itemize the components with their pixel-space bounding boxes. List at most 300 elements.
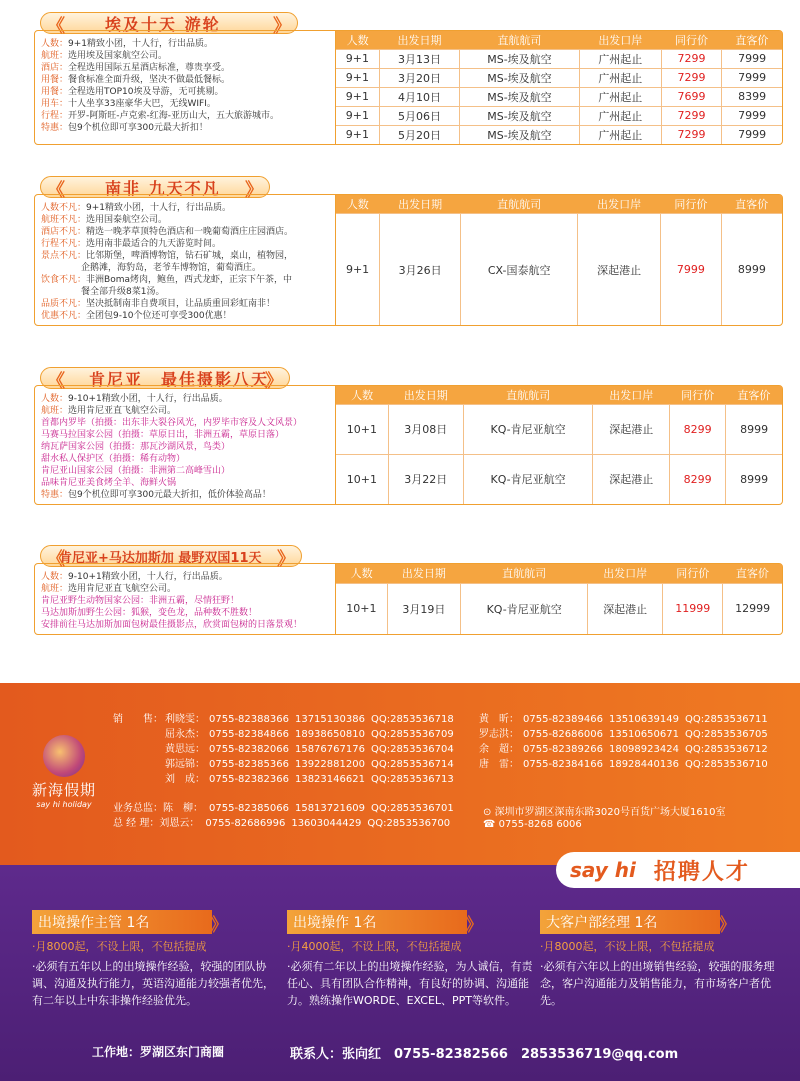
contact-value: 13603044429 bbox=[291, 818, 362, 829]
contact-value: 0755-82384866 bbox=[209, 729, 289, 740]
job-desc: ·必须有六年以上的出境销售经验，较强的服务理念，客户沟通能力及销售能力，有市场客户者优先。 bbox=[540, 960, 775, 1007]
contact-name: 屈永杰： bbox=[165, 729, 205, 740]
job-title-text: 出境操作 1名 bbox=[293, 915, 377, 931]
table-cell: 5月06日 bbox=[379, 106, 459, 125]
desc-value: （拍摄：出东非大裂谷风光，内罗毕市容及人文风景） bbox=[86, 418, 303, 428]
contact-label: 销 售： bbox=[113, 714, 163, 725]
contact-value: 15813721609 bbox=[294, 803, 365, 814]
desc-line bbox=[41, 86, 329, 98]
desc-line bbox=[41, 619, 329, 631]
section-title: 埃及十天 游轮 bbox=[105, 14, 221, 34]
desc-key: 人数： bbox=[41, 394, 69, 404]
table-cell: 3月22日 bbox=[388, 454, 463, 504]
job-title bbox=[32, 910, 228, 936]
desc-value: 9-10+1精致小团，十人行，行出品质。 bbox=[68, 394, 228, 404]
contact-label bbox=[113, 772, 165, 787]
table-header-cell: 同行价 bbox=[661, 31, 721, 49]
desc-value: 坚决抵制南非自费项目，让品质重回彩虹南非！ bbox=[86, 299, 276, 309]
desc-line bbox=[41, 441, 329, 453]
recruit-header bbox=[556, 852, 800, 888]
desc-key: 马达加斯加野生公园： bbox=[41, 608, 132, 618]
table-cell: 9+1 bbox=[336, 106, 379, 125]
desc-value: 烤全羊、海鲜火锅 bbox=[104, 478, 177, 488]
desc-value: （拍摄：稀有动物） bbox=[104, 454, 186, 464]
contact-row bbox=[113, 816, 460, 831]
job-salary: ·月8000起，不设上限，不包括提成 bbox=[540, 940, 715, 953]
chevron-left-icon: 《 bbox=[47, 180, 65, 201]
contact-name: 郭远锦： bbox=[165, 759, 205, 770]
table-cell: 12999 bbox=[723, 583, 782, 634]
desc-key: 品味肯尼亚美食 bbox=[41, 478, 105, 488]
section-title: 肯尼亚+马达加斯加 最野双国11天 bbox=[59, 550, 262, 566]
desc-line bbox=[41, 583, 329, 595]
table-header-cell: 出发日期 bbox=[379, 31, 459, 49]
section-title: 南非 九天不凡 bbox=[105, 178, 221, 198]
southafrica-section bbox=[40, 176, 783, 326]
desc-key: 酒店不凡： bbox=[41, 227, 87, 237]
contact-value: 0755-82388366 bbox=[209, 714, 289, 725]
desc-key: 肯尼亚野生动物国家公园： bbox=[41, 596, 150, 606]
table-cell: MS-埃及航空 bbox=[460, 125, 580, 144]
contact-value: QQ:2853536701 bbox=[370, 803, 454, 814]
desc-key: 马赛马拉国家公园 bbox=[41, 430, 114, 440]
table-header-cell: 出发日期 bbox=[388, 386, 463, 404]
table-header-cell: 直客价 bbox=[723, 564, 782, 583]
desc-line bbox=[41, 62, 329, 74]
table-cell: 7299 bbox=[661, 68, 721, 87]
contact-row bbox=[113, 757, 460, 772]
table-cell: 7999 bbox=[722, 49, 782, 68]
kenya-desc bbox=[35, 386, 336, 504]
desc-line bbox=[41, 110, 329, 122]
contact-value: 0755-82389466 bbox=[523, 714, 603, 725]
table-cell: 3月13日 bbox=[379, 49, 459, 68]
table-row bbox=[336, 68, 782, 87]
desc-line bbox=[41, 298, 329, 310]
kenyamada-desc bbox=[35, 564, 336, 634]
contact-name: 黄 昕： bbox=[479, 714, 519, 725]
contact-value: 18098923424 bbox=[608, 744, 679, 755]
contact-value: 0755-82686996 bbox=[205, 818, 286, 829]
desc-value: 企鹅滩，海豹岛，老爷车博物馆，葡萄酒庄。 bbox=[81, 263, 262, 273]
desc-line bbox=[41, 465, 329, 477]
section-title: 肯尼亚 最佳摄影八天 bbox=[89, 369, 270, 389]
contact-row bbox=[113, 727, 460, 742]
table-row bbox=[336, 49, 782, 68]
desc-value: 十人坐享33座豪华大巴，无线WIFI。 bbox=[68, 99, 216, 109]
desc-key: 用餐： bbox=[41, 75, 69, 85]
desc-value: （拍摄：草原日出，非洲五霸，草原日落） bbox=[113, 430, 285, 440]
contact-value: 0755-82686006 bbox=[523, 729, 603, 740]
location-pin-icon: ⊙ bbox=[483, 807, 495, 818]
table-header-cell: 同行价 bbox=[661, 195, 722, 214]
chevron-right-icon: 》 bbox=[210, 915, 228, 936]
table-header-cell: 出发口岸 bbox=[578, 195, 661, 214]
table-cell: 9+1 bbox=[336, 49, 379, 68]
recruit-contact: 联系人：张向红 0755-82382566 2853536719@qq.com bbox=[290, 1047, 679, 1062]
chevron-left-icon: 《 bbox=[47, 371, 65, 392]
table-cell: 3月26日 bbox=[380, 214, 461, 325]
desc-line bbox=[41, 274, 329, 286]
kenya-section bbox=[40, 367, 783, 505]
logo-name-en: say hi holiday bbox=[36, 800, 92, 809]
table-cell: KQ-肯尼亚航空 bbox=[461, 583, 588, 634]
table-header-cell: 人数 bbox=[336, 564, 387, 583]
desc-key: 饮食不凡： bbox=[41, 275, 87, 285]
recruit-title: 招聘人才 bbox=[653, 859, 750, 885]
desc-value: （拍摄：非洲第二高峰雪山） bbox=[113, 466, 231, 476]
contact-value: 13715130386 bbox=[294, 714, 365, 725]
job-title-text: 大客户部经理 1名 bbox=[546, 915, 658, 931]
logo-mark-icon bbox=[43, 735, 85, 777]
table-cell: 8999 bbox=[721, 214, 782, 325]
contact-role: 总 经 理：刘恩云： bbox=[113, 818, 200, 829]
table-cell: 8999 bbox=[726, 404, 782, 454]
table-row bbox=[336, 454, 782, 504]
desc-key: 安排前往马达加斯加面包树最佳摄影点， bbox=[41, 620, 204, 630]
desc-value: 狐猴，变色龙，品种数不胜数！ bbox=[131, 608, 258, 618]
desc-value: 9+1精致小团，十人行，行出品质。 bbox=[68, 39, 214, 49]
desc-line bbox=[41, 262, 329, 274]
contact-row bbox=[479, 742, 774, 757]
table-cell: 7999 bbox=[722, 68, 782, 87]
table-cell: MS-埃及航空 bbox=[460, 106, 580, 125]
table-header-cell: 直航航司 bbox=[461, 195, 578, 214]
table-cell: MS-埃及航空 bbox=[460, 49, 580, 68]
job-desc: ·必须有五年以上的出境操作经验，较强的团队协调、沟通及执行能力，英语沟通能力较强者优先，有二年以上中东非操作经验优先。 bbox=[32, 960, 274, 1007]
desc-line bbox=[41, 38, 329, 50]
kenya-table bbox=[336, 386, 782, 504]
desc-key: 甜水私人保护区 bbox=[41, 454, 105, 464]
desc-line bbox=[41, 310, 329, 322]
desc-key: 品质不凡： bbox=[41, 299, 87, 309]
table-header-row bbox=[336, 195, 782, 214]
sayhi-logo: say hi bbox=[570, 858, 636, 882]
desc-key: 肯尼亚山国家公园 bbox=[41, 466, 114, 476]
desc-key: 航班： bbox=[41, 584, 69, 594]
contact-label bbox=[113, 742, 165, 757]
table-cell: 7299 bbox=[661, 49, 721, 68]
sales-contacts-right bbox=[479, 712, 774, 772]
desc-line bbox=[41, 417, 329, 429]
table-cell: 深起港止 bbox=[593, 404, 670, 454]
desc-line bbox=[41, 214, 329, 226]
table-cell: 4月10日 bbox=[379, 87, 459, 106]
table-cell: 10+1 bbox=[336, 583, 387, 634]
chevron-right-icon: 》 bbox=[273, 16, 291, 37]
desc-value: 欣赏面包树的日落景观！ bbox=[203, 620, 303, 630]
desc-line bbox=[41, 477, 329, 489]
job-title bbox=[287, 910, 483, 936]
table-cell: 8299 bbox=[670, 454, 726, 504]
desc-line bbox=[41, 98, 329, 110]
contact-value: QQ:2853536705 bbox=[684, 729, 768, 740]
table-header-cell: 直客价 bbox=[722, 31, 782, 49]
desc-line bbox=[41, 489, 329, 501]
table-cell: 广州起止 bbox=[579, 68, 661, 87]
desc-line bbox=[41, 74, 329, 86]
table-cell: 广州起止 bbox=[579, 125, 661, 144]
job-salary: ·月8000起，不设上限，不包括提成 bbox=[32, 940, 207, 953]
contact-value: 13510639149 bbox=[608, 714, 679, 725]
contact-name: 利晓雯： bbox=[165, 714, 205, 725]
job-title-text: 出境操作主管 1名 bbox=[38, 915, 150, 931]
table-row bbox=[336, 214, 782, 325]
table-cell: 11999 bbox=[663, 583, 723, 634]
desc-value: 9-10+1精致小团，十人行，行出品质。 bbox=[68, 572, 228, 582]
table-cell: 7699 bbox=[661, 87, 721, 106]
table-cell: 3月19日 bbox=[387, 583, 460, 634]
job-title bbox=[540, 910, 736, 936]
contact-value: 13922881200 bbox=[294, 759, 365, 770]
desc-key: 行程不凡： bbox=[41, 239, 87, 249]
desc-key: 航班不凡： bbox=[41, 215, 87, 225]
table-header-cell: 人数 bbox=[336, 195, 380, 214]
desc-value: 餐食标准全面升级，坚决不做最低餐标。 bbox=[68, 75, 231, 85]
table-cell: 广州起止 bbox=[579, 106, 661, 125]
desc-value: 开罗-阿斯旺-卢克索-红海-亚历山大，五大旅游城市。 bbox=[68, 111, 280, 121]
kenyamada-body bbox=[34, 563, 783, 635]
management-contacts bbox=[113, 801, 460, 831]
job-card bbox=[287, 910, 539, 1009]
desc-line bbox=[41, 226, 329, 238]
desc-line bbox=[41, 202, 329, 214]
kenya-body bbox=[34, 385, 783, 505]
table-header-cell: 人数 bbox=[336, 31, 379, 49]
contact-value: 0755-82382366 bbox=[209, 774, 289, 785]
desc-key: 酒店： bbox=[41, 63, 69, 73]
desc-key: 航班： bbox=[41, 406, 69, 416]
contact-value: 0755-82385066 bbox=[209, 803, 289, 814]
desc-line bbox=[41, 50, 329, 62]
desc-line bbox=[41, 429, 329, 441]
table-cell: MS-埃及航空 bbox=[460, 87, 580, 106]
workplace: 工作地：罗湖区东门商圈 bbox=[92, 1045, 225, 1059]
table-cell: 10+1 bbox=[336, 404, 388, 454]
contact-value: QQ:2853536711 bbox=[684, 714, 768, 725]
contact-value: QQ:2853536712 bbox=[684, 744, 768, 755]
desc-value: 非洲五霸，尽情狂野！ bbox=[149, 596, 240, 606]
table-cell: 9+1 bbox=[336, 214, 380, 325]
desc-line bbox=[41, 250, 329, 262]
contact-value: 0755-82382066 bbox=[209, 744, 289, 755]
table-row bbox=[336, 106, 782, 125]
table-row bbox=[336, 87, 782, 106]
desc-value: 非洲Boma烤肉，鲍鱼，西式龙虾，正宗下午茶，中 bbox=[86, 275, 292, 285]
table-header-cell: 同行价 bbox=[663, 564, 723, 583]
table-cell: 5月20日 bbox=[379, 125, 459, 144]
desc-key: 特惠： bbox=[41, 123, 69, 133]
desc-value: 包9个机位即可享300元最大折扣！ bbox=[68, 123, 208, 133]
table-header-cell: 出发口岸 bbox=[593, 386, 670, 404]
desc-key: 景点不凡： bbox=[41, 251, 87, 261]
table-header-row bbox=[336, 386, 782, 404]
contact-value: 18938650810 bbox=[294, 729, 365, 740]
contact-label bbox=[113, 727, 165, 742]
desc-value: 全程选用TOP10埃及导游，无可挑剔。 bbox=[68, 87, 224, 97]
table-cell: 7299 bbox=[661, 125, 721, 144]
desc-line bbox=[41, 393, 329, 405]
table-cell: 8299 bbox=[670, 404, 726, 454]
egypt-body bbox=[34, 30, 783, 145]
contact-value: 13823146621 bbox=[294, 774, 365, 785]
table-cell: 8399 bbox=[722, 87, 782, 106]
table-header-cell: 直航航司 bbox=[460, 31, 580, 49]
table-cell: MS-埃及航空 bbox=[460, 68, 580, 87]
desc-value: 选用南非最适合的九天游览时间。 bbox=[86, 239, 222, 249]
table-header-cell: 直航航司 bbox=[461, 564, 588, 583]
chevron-right-icon: 》 bbox=[277, 549, 295, 570]
table-cell: 深起港止 bbox=[578, 214, 661, 325]
job-salary: ·月4000起，不设上限，不包括提成 bbox=[287, 940, 462, 953]
contact-value: QQ:2853536714 bbox=[370, 759, 454, 770]
contact-value: 18928440136 bbox=[608, 759, 679, 770]
chevron-right-icon: 》 bbox=[265, 371, 283, 392]
table-cell: 9+1 bbox=[336, 125, 379, 144]
contact-value: 0755-82385366 bbox=[209, 759, 289, 770]
chevron-left-icon: 《 bbox=[47, 16, 65, 37]
contact-row bbox=[113, 801, 460, 816]
desc-key: 人数不凡： bbox=[41, 203, 87, 213]
egypt-table bbox=[336, 31, 782, 144]
table-cell: 8999 bbox=[726, 454, 782, 504]
address: 深圳市罗湖区深南东路3020号百货广场大厦1610室 bbox=[494, 807, 726, 818]
desc-line bbox=[41, 453, 329, 465]
chevron-right-icon: 》 bbox=[718, 915, 736, 936]
desc-line bbox=[41, 238, 329, 250]
table-header-cell: 出发日期 bbox=[380, 195, 461, 214]
desc-value: 餐全部升级8菜1汤。 bbox=[81, 287, 165, 297]
chevron-right-icon: 》 bbox=[465, 915, 483, 936]
kenyamada-section bbox=[40, 545, 783, 635]
job-card bbox=[32, 910, 284, 1009]
desc-value: 选用肯尼亚直飞航空公司。 bbox=[68, 406, 177, 416]
desc-value: 比邻斯堡，啤酒博物馆，钻石矿城，桌山，植物园， bbox=[86, 251, 294, 261]
table-header-row bbox=[336, 31, 782, 49]
desc-key: 用车： bbox=[41, 99, 69, 109]
contact-role: 业务总监：陈 柳： bbox=[113, 803, 203, 814]
table-row bbox=[336, 404, 782, 454]
table-cell: 10+1 bbox=[336, 454, 388, 504]
job-card bbox=[540, 910, 792, 1009]
contact-label bbox=[113, 757, 165, 772]
company-logo bbox=[26, 735, 102, 809]
table-cell: 7999 bbox=[722, 106, 782, 125]
contact-name: 余 超： bbox=[479, 744, 519, 755]
desc-value: 选用肯尼亚直飞航空公司。 bbox=[68, 584, 177, 594]
desc-value: 精选一晚茅草顶特色酒店和一晚葡萄酒庄庄园酒店。 bbox=[86, 227, 294, 237]
table-header-cell: 直客价 bbox=[726, 386, 782, 404]
egypt-section bbox=[40, 12, 783, 145]
contact-name: 黄思远： bbox=[165, 744, 205, 755]
chevron-right-icon: 》 bbox=[245, 180, 263, 201]
table-row bbox=[336, 583, 782, 634]
desc-value: 9+1精致小团，十人行，行出品质。 bbox=[86, 203, 232, 213]
desc-value: （拍摄：那瓦沙湖风景，鸟类） bbox=[104, 442, 231, 452]
table-cell: 深起港止 bbox=[593, 454, 670, 504]
contact-row bbox=[479, 712, 774, 727]
desc-key: 纳瓦萨国家公园 bbox=[41, 442, 105, 452]
table-cell: 深起港止 bbox=[588, 583, 663, 634]
desc-value: 全程选用国际五星酒店标准，尊贵享受。 bbox=[68, 63, 231, 73]
desc-key: 人数： bbox=[41, 39, 69, 49]
contact-value: QQ:2853536713 bbox=[370, 774, 454, 785]
southafrica-desc bbox=[35, 195, 336, 325]
table-cell: CX-国泰航空 bbox=[461, 214, 578, 325]
table-cell: 9+1 bbox=[336, 87, 379, 106]
chevron-left-icon: 《 bbox=[47, 549, 65, 570]
kenyamada-table bbox=[336, 564, 782, 634]
southafrica-table bbox=[336, 195, 782, 325]
contact-row bbox=[479, 757, 774, 772]
contact-value: 13510650671 bbox=[608, 729, 679, 740]
contact-value: 0755-82384166 bbox=[523, 759, 603, 770]
desc-line bbox=[41, 607, 329, 619]
contact-name: 唐 雷： bbox=[479, 759, 519, 770]
table-cell: 7999 bbox=[661, 214, 722, 325]
desc-line bbox=[41, 122, 329, 134]
address-line bbox=[483, 803, 725, 818]
sales-contacts-left bbox=[113, 712, 460, 787]
contact-row bbox=[113, 712, 460, 727]
desc-value: 选用国泰航空公司。 bbox=[86, 215, 168, 225]
table-header-cell: 出发口岸 bbox=[588, 564, 663, 583]
desc-key: 行程： bbox=[41, 111, 69, 121]
fax-line bbox=[483, 819, 582, 830]
table-cell: 9+1 bbox=[336, 68, 379, 87]
contact-value: QQ:2853536709 bbox=[370, 729, 454, 740]
desc-key: 人数： bbox=[41, 572, 69, 582]
desc-value: 全团包9-10个位还可享受300优惠！ bbox=[86, 311, 232, 321]
contact-name: 罗志洪： bbox=[479, 729, 519, 740]
desc-key: 特惠： bbox=[41, 490, 69, 500]
contact-value: QQ:2853536718 bbox=[370, 714, 454, 725]
contact-row bbox=[113, 772, 460, 787]
table-header-cell: 同行价 bbox=[670, 386, 726, 404]
southafrica-body bbox=[34, 194, 783, 326]
desc-line bbox=[41, 571, 329, 583]
fax: 0755-8268 6006 bbox=[498, 819, 582, 830]
logo-name-cn: 新海假期 bbox=[31, 781, 96, 799]
table-header-cell: 出发口岸 bbox=[579, 31, 661, 49]
desc-line bbox=[41, 595, 329, 607]
contact-name: 刘 成： bbox=[165, 774, 205, 785]
table-cell: KQ-肯尼亚航空 bbox=[463, 404, 593, 454]
table-cell: 3月20日 bbox=[379, 68, 459, 87]
table-cell: 7999 bbox=[722, 125, 782, 144]
contact-row bbox=[479, 727, 774, 742]
desc-value: 选用埃及国家航空公司。 bbox=[68, 51, 168, 61]
desc-line bbox=[41, 405, 329, 417]
job-desc: ·必须有二年以上的出境操作经验，为人诚信，有责任心、具有团队合作精神，有良好的协调、沟通能力。熟练操作WORDE、EXCEL、PPT等软件。 bbox=[287, 960, 533, 1007]
table-header-cell: 人数 bbox=[336, 386, 388, 404]
table-cell: 3月08日 bbox=[388, 404, 463, 454]
table-header-cell: 直客价 bbox=[721, 195, 782, 214]
table-cell: 广州起止 bbox=[579, 49, 661, 68]
egypt-desc bbox=[35, 31, 336, 144]
table-cell: KQ-肯尼亚航空 bbox=[463, 454, 593, 504]
table-header-cell: 出发日期 bbox=[387, 564, 460, 583]
desc-line bbox=[41, 286, 329, 298]
table-header-row bbox=[336, 564, 782, 583]
desc-key: 航班： bbox=[41, 51, 69, 61]
table-cell: 7299 bbox=[661, 106, 721, 125]
fax-icon: ☎ bbox=[483, 819, 499, 830]
contact-value: 15876767176 bbox=[294, 744, 365, 755]
desc-value: 包9个机位即可享300元最大折扣，低价体验高品！ bbox=[68, 490, 271, 500]
table-cell: 广州起止 bbox=[579, 87, 661, 106]
contact-value: QQ:2853536700 bbox=[367, 818, 451, 829]
